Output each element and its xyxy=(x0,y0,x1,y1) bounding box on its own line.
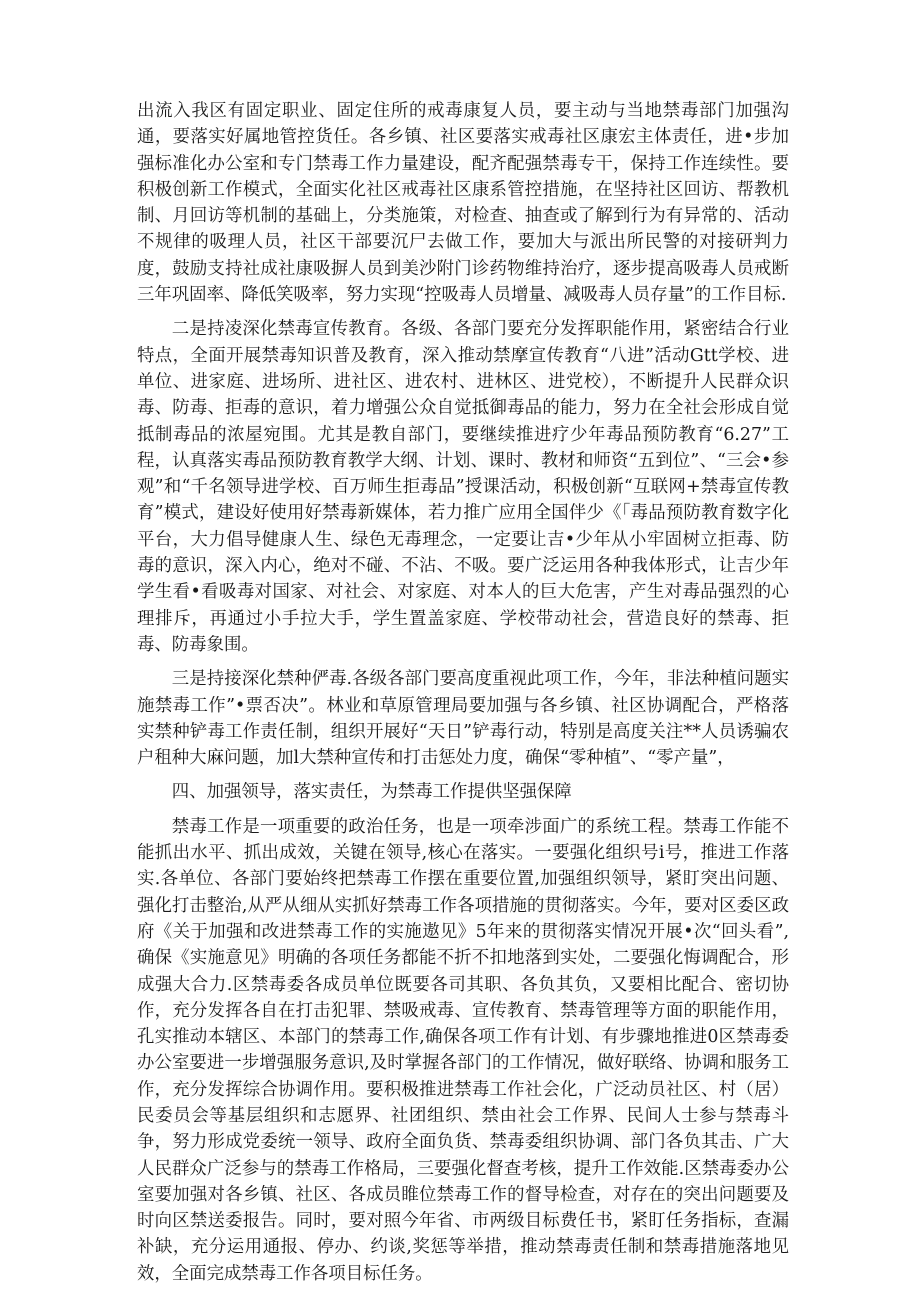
document-page xyxy=(137,98,789,1287)
paragraph-publicity-education: 二是持凌深化禁毒宣传教育。各级、各部门要充分发挥职能作用，紧密结合行业特点，全面开展禁毒知识普及教育，深入推动禁摩宣传教育“八进”活动Gtt学校、进单位、进家庭、进场所、进社区、进农村、进林区、进党校），不断提升人民群众识毒、防毒、拒毒的意识，着力增强公众自觉抵御毒品的能力，努力在全社会形成自觉抵制毒品的浓屋宛围。尤其是教自部门，要继续推进疗少年毒品预防教育“6.27”工程，认真落实毒品预防教育教学大纲、计划、课时、教材和师资“五到位”、“三会•参观”和“千名领导进学校、百万师生拒毒品”授课活动，积极创新“互联网+禁毒宣传教育”模式，建设好使用好禁毒新媒体，若力推广应用全国伴少《「毒品预防教育数字化平台，大力倡导健康人生、绿色无毒理念，一定要让吉•少年从小牢固树立拒毒、防毒的意识，深入内心，绝对不碰、不沾、不吸。要广泛运用各种我体形式，让吉少年学生看•看吸毒对国家、对社会、对家庭、对本人的巨大危害，产生对毒品强烈的心理排斥，再通过小手拉大手，学生置盖家庭、学校带动社会，营造良好的禁毒、拒毒、防毒象围。 xyxy=(137,319,789,655)
paragraph-planting-eradication: 三是持接深化禁种俨毒.各级各部门要高度重视此项工作，今年，非法种植问题实施禁毒工作”•票否决”。林业和草原管理局要加强与各乡镇、社区协调配合，严格落实禁种铲毒工作责任制，组织开展好“天日”铲毒行动，特别是高度关注**人员诱骗农户租种大麻问题，加l大禁种宣传和打击惩处力度，确保“零种植”、“零产量”， xyxy=(137,669,789,769)
paragraph-control-measures: 出流入我区有固定职业、固定住所的戒毒康复人员，要主动与当地禁毒部门加强沟通，要落实好属地管控货任。各乡镇、社区要落实戒毒社区康宏主体责任，进•步加强标准化办公室和专门禁毒工作力量建设，配齐配强禁毒专干，保持工作连续性。要积极创新工作模式，全面实化社区戒毒社区康系管控措施，在坚持社区回访、帮教机制、月回访等机制的基础上，分类施策，对检查、抽查或了解到行为有异常的、活动不规律的吸理人员，社区干部要沉尸去做工作，要加大与派出所民警的对接研判力度，鼓励支持社成社康吸摒人员到美沙附门诊药物维持治疗，逐步提高吸毒人员戒断三年巩固率、降低笑吸率，努力实现“控吸毒人员增量、减吸毒人员存量”的工作目标. xyxy=(137,101,789,306)
section-heading: 四、加强领导，落实责任，为禁毒工作提供坚强保障 xyxy=(171,782,572,803)
paragraph-leadership: 禁毒工作是一项重要的政治任务，也是一项牵涉面广的系统工程。禁毒工作能不能抓出水平、抓出成效，关键在领导,核心在落实。一要强化组织号i号，推进工作落实.各单位、各部门要始终把禁毒工作摆在重要位置,加强组织领导，紧盯突出问题、强化打击整治,从严从细从实抓好禁毒工作各项措施的贯彻落实。今年，要对区委区政府《关于加强和改进禁毒工作的实施遨见》5年来的贯彻落实情况开展•次“回头看”,确保《实施意见》明确的各项任务都能不折不扣地落到实处，二要强化悔调配合，形成强大合力.区禁毒委各成员单位既要各司其职、各负其负，又要相比配合、密切协作，充分发挥各自在打击犯罪、禁吸戒毒、宣传教育、禁毒管理等方面的职能作用，孔实推动本辖区、本部门的禁毒工作,确保各项工作有计划、有步骤地推进0区禁毒委办公室要进一步增强服务意识,及时掌握各部门的工作情况，做好联络、协调和服务工作，充分发挥综合协调作用。要积极推进禁毒工作社会化，广泛动员社区、村（居）民委员会等基层组织和志愿界、社团组织、禁由社会工作界、民间人士参与禁毒斗争，努力形成党委统一领导、政府全面负货、禁毒委组织协调、部门各负其击、广大人民群众广泛参与的禁毒工作格局，三要强化督查考核，提升工作效能.区禁毒委办公室要加强对各乡镇、社区、各成员睢位禁毒工作的督导检查，对存在的突出问题要及时向区禁送委报告。同时，要对照今年省、市两级目标费任书，紧盯任务指标，查漏补缺，充分运用通报、停办、约谈,奖惩等举措，推动禁毒责任制和禁毒措施落地见效，全面完成禁毒工作各项目标任务。 xyxy=(137,816,790,1284)
